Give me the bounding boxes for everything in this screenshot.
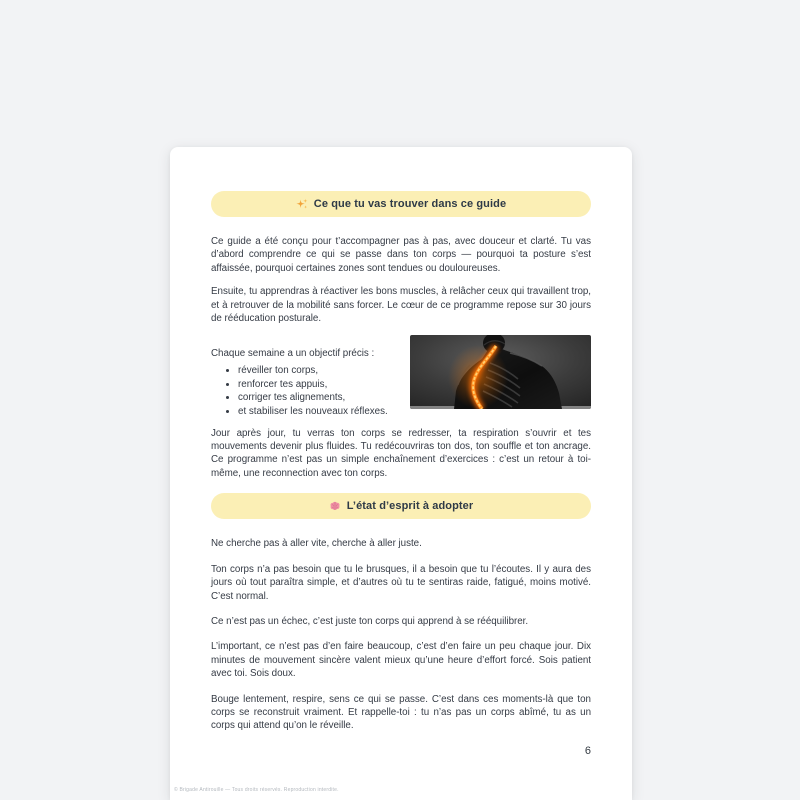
goals-list — [211, 364, 402, 419]
mindset-section-banner — [211, 493, 591, 519]
brain-icon — [329, 500, 341, 512]
mindset-banner-label: L’état d’esprit à adopter — [346, 500, 474, 513]
guide-section-banner — [211, 191, 591, 217]
weekly-goals-column — [211, 335, 410, 418]
document-page — [170, 147, 632, 800]
sparkles-icon — [296, 198, 308, 210]
goal-item: • réveiller ton corps, — [238, 364, 402, 378]
mindset-paragraph: Ne cherche pas à aller vite, cherche à aller juste. — [211, 538, 422, 550]
guide-method-paragraph: Ensuite, tu apprendras à réactiver les bons muscles, à relâcher ceux qui travaillent trop, et à retrouver de la mobilité sans forcer. Le cœur de ce programme repose sur 30 jours de rééducation posturale. — [211, 286, 591, 325]
mindset-paragraph: Ce n’est pas un échec, c’est juste ton corps qui apprend à se rééquilibrer. — [211, 615, 529, 627]
human-back-spine-photo — [410, 335, 591, 409]
goal-item: • renforcer tes appuis, — [238, 378, 402, 392]
mindset-section — [211, 493, 591, 732]
guide-promise-paragraph: Jour après jour, tu verras ton corps se redresser, ta respiration s’ouvrir et tes mouvements devenir plus fluides. Tu redécouvriras ton dos, ton souffle et ton ancrage. Ce programme n’est pas un simple enchaînement d’exercices : c’est un retour à toi-même, une reconnection avec ton corps. — [211, 427, 591, 479]
footer-copyright: © Brigade Antirouille — Tous droits réservés. Reproduction interdite. — [174, 787, 339, 793]
goal-item: • et stabiliser les nouveaux réflexes. — [238, 405, 402, 419]
weeks-intro-line: Chaque semaine a un objectif précis : — [211, 348, 375, 360]
weekly-goals-row — [211, 335, 591, 418]
guide-banner-label: Ce que tu vas trouver dans ce guide — [313, 198, 507, 210]
goal-item: • corriger tes alignements, — [238, 391, 402, 405]
page-number: 6 — [584, 744, 591, 757]
mindset-paragraph: Ton corps n’a pas besoin que tu le brusques, il a besoin que tu l’écoutes. Il y aura des jours où tout paraîtra simple, et d’autres où tu te sentiras raide, fatigué, moins motivé. C’est normal. — [211, 563, 591, 602]
guide-intro-paragraph: Ce guide a été conçu pour t’accompagner pas à pas, avec douceur et clarté. Tu vas d’abord comprendre ce qui se passe dans ton corps — pourquoi ta posture s’est affaissée, pourquoi certaines zones sont tendues ou douloureuses. — [211, 236, 591, 274]
mindset-paragraph: L’important, ce n’est pas d’en faire beaucoup, c’est d’en faire un peu chaque jour. Dix minutes de mouvement sincère valent mieux qu’une heure d’effort forcé. Sois patient avec toi. Sois doux. — [211, 641, 591, 680]
page-content — [170, 147, 632, 757]
mindset-paragraph: Bouge lentement, respire, sens ce qui se passe. C’est dans ces moments-là que ton corps se reconstruit vraiment. Et rappelle-toi : tu n’as pas un corps abîmé, tu as un corps qui attend qu’on le réveille. — [211, 693, 591, 732]
guide-section — [211, 191, 591, 480]
